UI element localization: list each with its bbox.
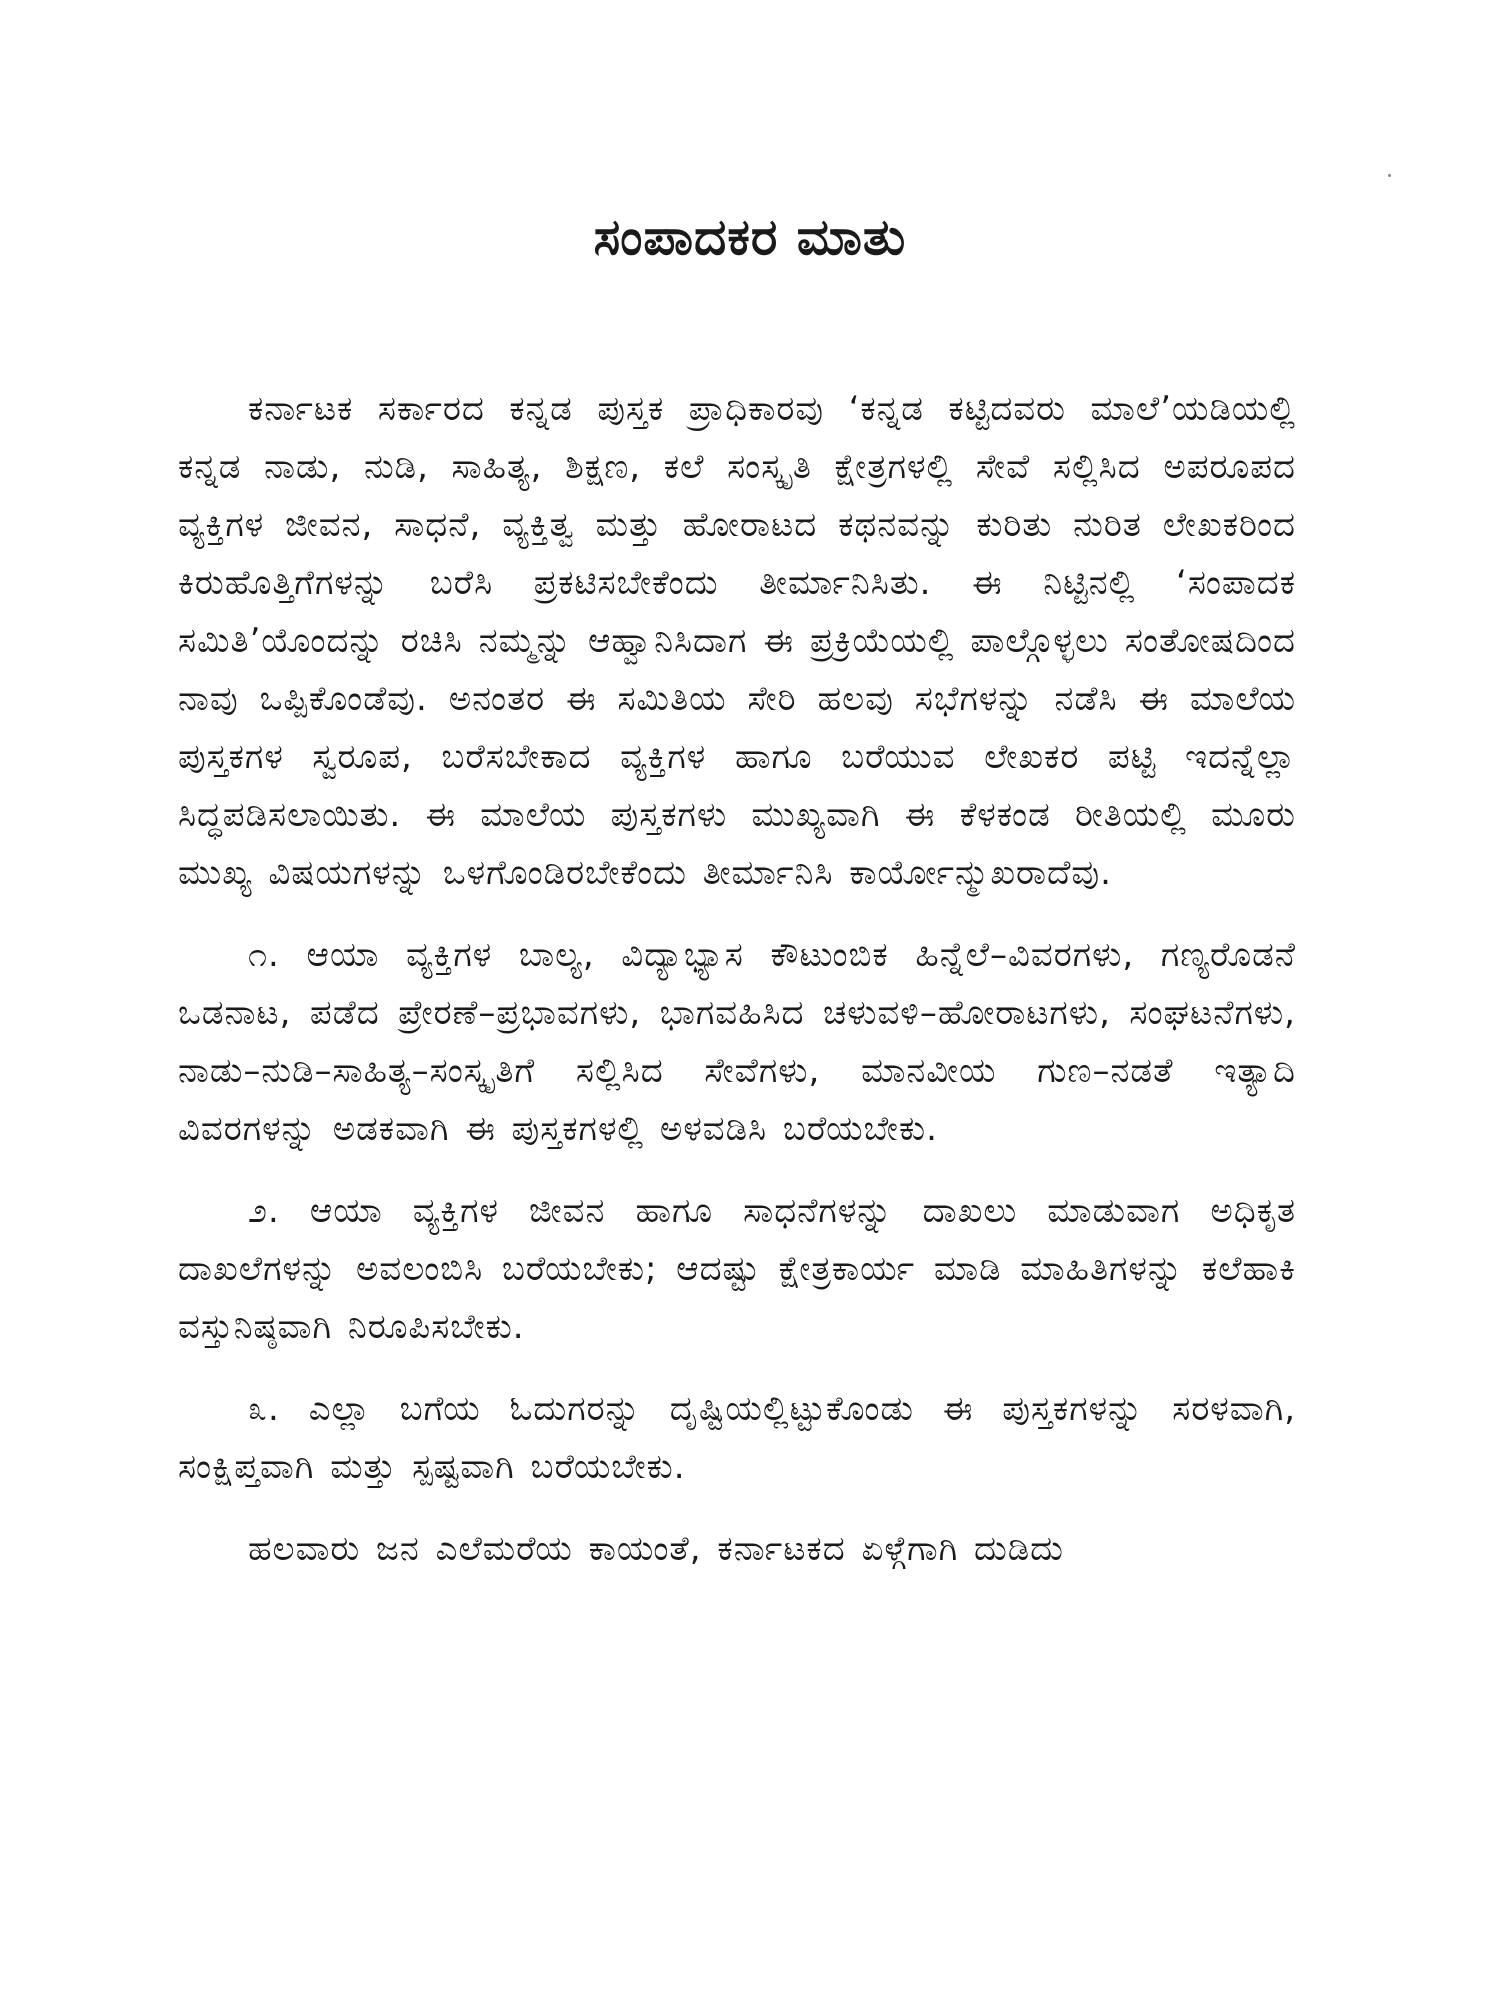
scan-speck xyxy=(1388,174,1391,177)
point-1-paragraph: ೧. ಆಯಾ ವ್ಯಕ್ತಿಗಳ ಬಾಲ್ಯ, ವಿದ್ಯಾಭ್ಯಾಸ ಕೌಟುಂಬಿಕ ಹಿನ್ನೆಲೆ–ವಿವರಗಳು, ಗಣ್ಯರೊಡನೆ ಒಡನಾಟ, ಪಡೆದ ಪ್ರೇರಣೆ–ಪ್ರಭಾವಗಳು, ಭಾಗವಹಿಸಿದ ಚಳುವಳಿ–ಹೋರಾಟಗಳು, ಸಂಘಟನೆಗಳು, ನಾಡು–ನುಡಿ–ಸಾಹಿತ್ಯ–ಸಂಸ್ಕೃತಿಗೆ ಸಲ್ಲಿಸಿದ ಸೇವೆಗಳು, ಮಾನವೀಯ ಗುಣ–ನಡತೆ ಇತ್ಯಾದಿ ವಿವರಗಳನ್ನು ಅಡಕವಾಗಿ ಈ ಪುಸ್ತಕಗಳಲ್ಲಿ ಅಳವಡಿಸಿ ಬರೆಯಬೇಕು. xyxy=(178,935,1296,1149)
closing-paragraph: ಹಲವಾರು ಜನ ಎಲೆಮರೆಯ ಕಾಯಂತೆ, ಕರ್ನಾಟಕದ ಏಳ್ಗೆಗಾಗಿ ದುಡಿದು xyxy=(248,1529,1064,1569)
page-title: ಸಂಪಾದಕರ ಮಾತು xyxy=(593,208,907,266)
body-text xyxy=(178,380,1296,1578)
intro-paragraph: ಕರ್ನಾಟಕ ಸರ್ಕಾರದ ಕನ್ನಡ ಪುಸ್ತಕ ಪ್ರಾಧಿಕಾರವು ‘ಕನ್ನಡ ಕಟ್ಟಿದವರು ಮಾಲೆ’ಯಡಿಯಲ್ಲಿ ಕನ್ನಡ ನಾಡು, ನುಡಿ, ಸಾಹಿತ್ಯ, ಶಿಕ್ಷಣ, ಕಲೆ ಸಂಸ್ಕೃತಿ ಕ್ಷೇತ್ರಗಳಲ್ಲಿ ಸೇವೆ ಸಲ್ಲಿಸಿದ ಅಪರೂಪದ ವ್ಯಕ್ತಿಗಳ ಜೀವನ, ಸಾಧನೆ, ವ್ಯಕ್ತಿತ್ವ ಮತ್ತು ಹೋರಾಟದ ಕಥನವನ್ನು ಕುರಿತು ನುರಿತ ಲೇಖಕರಿಂದ ಕಿರುಹೊತ್ತಿಗೆಗಳನ್ನು ಬರೆಸಿ ಪ್ರಕಟಿಸಬೇಕೆಂದು ತೀರ್ಮಾನಿಸಿತು. ಈ ನಿಟ್ಟಿನಲ್ಲಿ ‘ಸಂಪಾದಕ ಸಮಿತಿ’ಯೊಂದನ್ನು ರಚಿಸಿ ನಮ್ಮನ್ನು ಆಹ್ವಾನಿಸಿದಾಗ ಈ ಪ್ರಕ್ರಿಯೆಯಲ್ಲಿ ಪಾಲ್ಗೊಳ್ಳಲು ಸಂತೋಷದಿಂದ ನಾವು ಒಪ್ಪಿಕೊಂಡೆವು. ಅನಂತರ ಈ ಸಮಿತಿಯ ಸೇರಿ ಹಲವು ಸಭೆಗಳನ್ನು ನಡೆಸಿ ಈ ಮಾಲೆಯ ಪುಸ್ತಕಗಳ ಸ್ವರೂಪ, ಬರೆಸಬೇಕಾದ ವ್ಯಕ್ತಿಗಳ ಹಾಗೂ ಬರೆಯುವ ಲೇಖಕರ ಪಟ್ಟಿ ಇದನ್ನೆಲ್ಲಾ ಸಿದ್ಧಪಡಿಸಲಾಯಿತು. ಈ ಮಾಲೆಯ ಪುಸ್ತಕಗಳು ಮುಖ್ಯವಾಗಿ ಈ ಕೆಳಕಂಡ ರೀತಿಯಲ್ಲಿ ಮೂರು ಮುಖ್ಯ ವಿಷಯಗಳನ್ನು ಒಳಗೊಂಡಿರಬೇಕೆಂದು ತೀರ್ಮಾನಿಸಿ ಕಾರ್ಯೋನ್ಮುಖರಾದೆವು. xyxy=(178,389,1296,893)
point-3-paragraph: ೩. ಎಲ್ಲಾ ಬಗೆಯ ಓದುಗರನ್ನು ದೃಷ್ಟಿಯಲ್ಲಿಟ್ಟುಕೊಂಡು ಈ ಪುಸ್ತಕಗಳನ್ನು ಸರಳವಾಗಿ, ಸಂಕ್ಷಿಪ್ತವಾಗಿ ಮತ್ತು ಸ್ಪಷ್ಟವಾಗಿ ಬರೆಯಬೇಕು. xyxy=(178,1389,1296,1487)
point-2-paragraph: ೨. ಆಯಾ ವ್ಯಕ್ತಿಗಳ ಜೀವನ ಹಾಗೂ ಸಾಧನೆಗಳನ್ನು ದಾಖಲು ಮಾಡುವಾಗ ಅಧಿಕೃತ ದಾಖಲೆಗಳನ್ನು ಅವಲಂಬಿಸಿ ಬರೆಯಬೇಕು; ಆದಷ್ಟು ಕ್ಷೇತ್ರಕಾರ್ಯ ಮಾಡಿ ಮಾಹಿತಿಗಳನ್ನು ಕಲೆಹಾಕಿ ವಸ್ತುನಿಷ್ಠವಾಗಿ ನಿರೂಪಿಸಬೇಕು. xyxy=(178,1191,1296,1347)
